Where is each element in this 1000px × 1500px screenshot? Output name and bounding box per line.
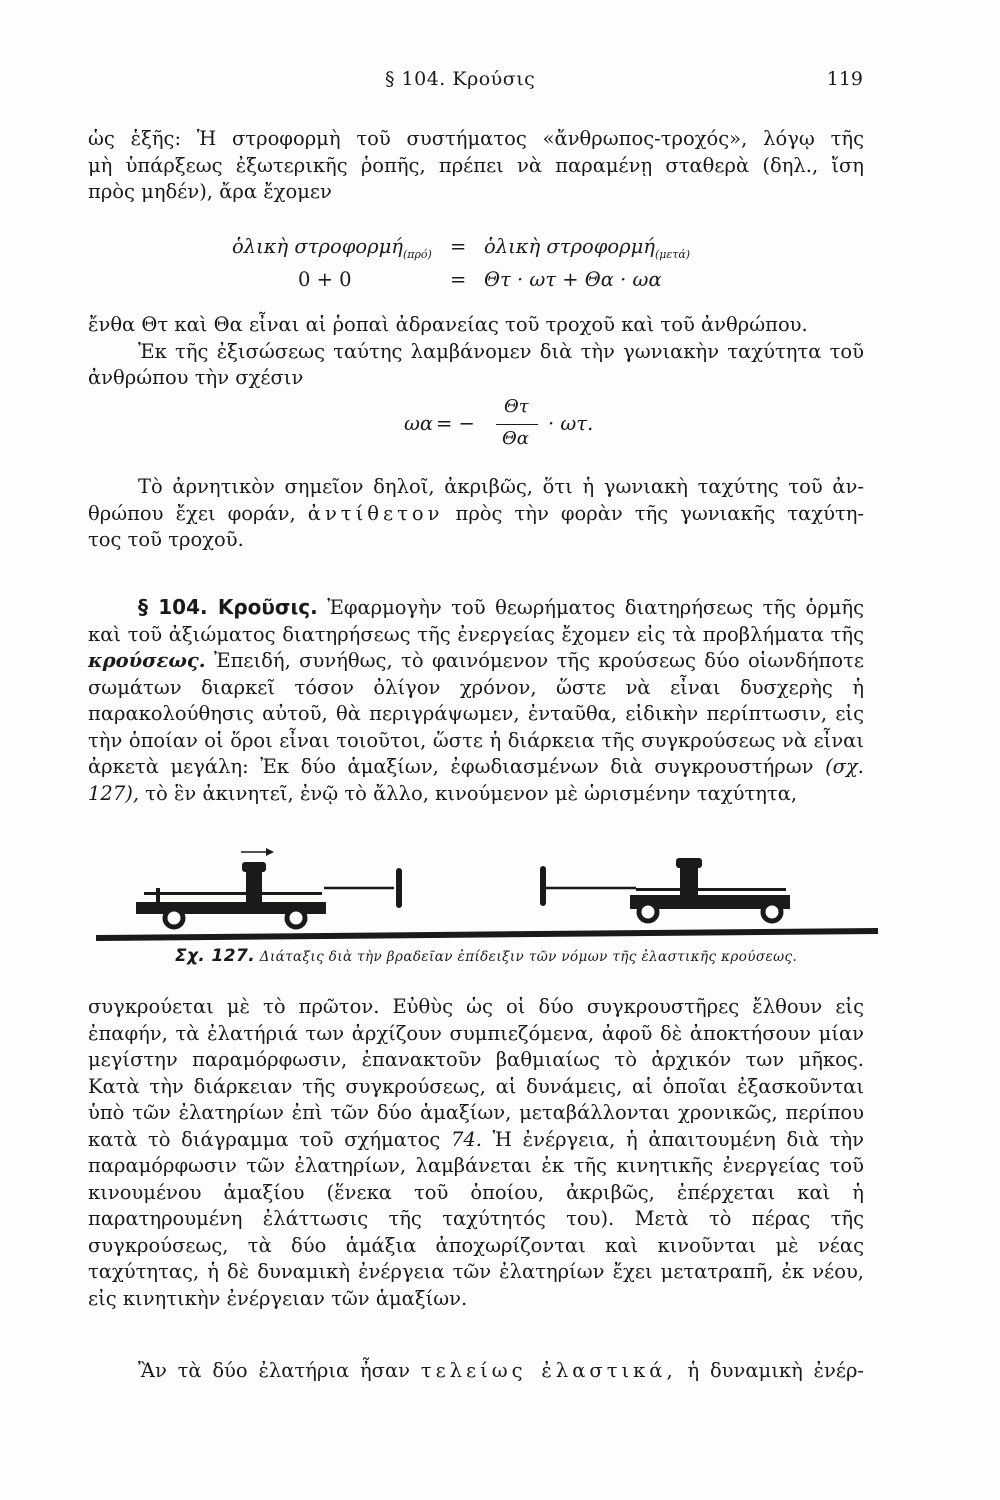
- text-span: θρώπου ἔχει φοράν,: [88, 501, 308, 525]
- emphasis-spaced: ἀντίθετον: [307, 501, 444, 525]
- eq-rhs-subscript: (μετά): [654, 247, 691, 261]
- text-span: Ἐπειδή, συνήθως, τὸ φαινόμενον τῆς κρούσεως δύο οἱωνδήποτε σωμάτων διαρκεῖ τόσον ὀλίγον χρόνον, ὥστε νὰ εἶναι δυσχερὴς ἡ παρακολούθησις αὐτοῦ, θὰ περιγράψωμεν, ἐνταῦθα, εἰδικὴν περίπτωσιν, εἰς τὴν ὁποίαν οἱ ὅροι εἶναι τοιοῦτοι, ὥστε ἡ διάρκεια τῆς συγκρούσεως νὰ εἶναι ἀρκετὰ μεγάλη: Ἐκ δύο ἁμαξίων, ἐφωδιασμένων διὰ συγκρουστήρων: [88, 649, 864, 778]
- term-collision: κρούσεως.: [88, 649, 206, 672]
- text-span: τὸ ἓν ἀκινητεῖ, ἐνῷ τὸ ἄλλο, κινούμενον μὲ ὡρισμένην ταχύτητα,: [139, 781, 798, 805]
- section-paragraph: [88, 594, 864, 807]
- equation-rhs: [484, 235, 690, 261]
- running-head: [0, 68, 1000, 98]
- paragraph-intro: [88, 126, 864, 206]
- eq-equals: =: [450, 235, 467, 258]
- eq-lhs-subscript: (πρό): [402, 247, 432, 261]
- paragraph-where: [88, 312, 864, 392]
- figure-reference: (σχ. 127),: [88, 755, 864, 805]
- text-span: πρὸς τὴν φορὰν τῆς γωνιακῆς ταχύτη-: [443, 501, 865, 525]
- caption-text: Διάταξις διὰ τὴν βραδεῖαν ἐπίδειξιν τῶν νόμων τῆς ἐλαστικῆς κρούσεως.: [255, 949, 798, 965]
- text-line: ὡς ἑξῆς: Ἡ στροφορμὴ τοῦ συστήματος «ἄνθρωπος-τροχός», λόγῳ τῆς: [88, 127, 864, 150]
- figure-127-two-carts: [96, 838, 878, 942]
- eq-lhs: ὁλικὴ στροφορμή: [232, 235, 403, 258]
- eq2-rhs: Θτ · ωτ + Θα · ωα: [484, 268, 662, 291]
- paragraph-elastic: [88, 1358, 864, 1385]
- text-span: Ἂν τὰ δύο ἐλατήρια ἦσαν: [138, 1359, 421, 1382]
- eq3-numerator: Θτ: [504, 396, 529, 417]
- text-line: Τὸ ἀρνητικὸν σημεῖον δηλοῖ, ἀκριβῶς, ὅτι ἡ γωνιακὴ ταχύτης τοῦ ἀν-: [138, 475, 864, 498]
- text-line: ἔνθα Θτ καὶ Θα εἶναι αἱ ῥοπαὶ ἀδρανείας τοῦ τροχοῦ καὶ τοῦ ἀνθρώπου.: [88, 313, 808, 336]
- text-line: μὴ ὑπάρξεως ἐξωτερικῆς ῥοπῆς, πρέπει νὰ παραμένῃ σταθερὰ (δηλ., ἴση: [88, 153, 864, 177]
- equation-angular-momentum: [232, 235, 432, 261]
- figure-reference: 74.: [450, 1127, 482, 1151]
- eq3-lhs: ωα: [404, 412, 434, 435]
- emphasis-spaced: τελείως ἐλαστικά,: [420, 1359, 677, 1382]
- text-line: Ἐκ τῆς ἐξισώσεως ταύτης λαμβάνομεν διὰ τὴν γωνιακὴν ταχύτητα τοῦ: [138, 339, 864, 363]
- text-line: πρὸς μηδέν), ἄρα ἔχομεν: [88, 180, 332, 203]
- paragraph-collision-process: [88, 994, 864, 1312]
- eq3-denominator: Θα: [502, 428, 529, 449]
- text-line: τος τοῦ τροχοῦ.: [88, 528, 244, 551]
- eq2-equals: =: [450, 268, 467, 291]
- paragraph-negative-sign: [88, 474, 864, 554]
- section-heading: § 104. Κροῦσις.: [138, 595, 318, 619]
- text-span: συγκρούεται μὲ τὸ πρῶτον. Εὐθὺς ὡς οἱ δύο συγκρουστῆρες ἔλθουν εἰς ἐπαφήν, τὰ ἐλατήριά των ἀρχίζουν συμπιεζόμενα, ἀφοῦ δὲ ἀποκτήσουν μίαν μεγίστην παραμόρφωσιν, ἐπανακτοῦν βαθμιαίως τὸ ἀρχικόν των μῆκος. Κατὰ τὴν διάρκειαν τῆς συγκρούσεως, αἱ δυνάμεις, αἱ ὁποῖαι ἐξασκοῦνται ὑπὸ τῶν ἐλατηρίων ἐπὶ τῶν δύο ἁμαξίων, μεταβάλλονται χρονικῶς, περίπου κατὰ τὸ διάγραμμα τοῦ σχήματος: [88, 995, 864, 1151]
- section-collision: [88, 594, 864, 807]
- figure-caption: [175, 946, 875, 966]
- text-line: [88, 501, 864, 528]
- two-carts-collision-icon: [96, 848, 878, 941]
- body-paragraph: [88, 994, 864, 1312]
- eq-rhs: ὁλικὴ στροφορμή: [484, 235, 655, 258]
- body-paragraph: [88, 1358, 864, 1385]
- eq2-lhs: 0 + 0: [298, 268, 352, 291]
- running-title: § 104. Κρούσις: [385, 68, 536, 90]
- eq3-equals-minus: = −: [436, 412, 475, 435]
- text-span: ἡ δυναμικὴ ἐνέρ-: [676, 1359, 865, 1382]
- text-span: Ἐφαρμογὴν τοῦ θεωρήματος διατηρήσεως τῆς ὁρμῆς καὶ τοῦ ἀξιώματος διατηρήσεως τῆς ἐνεργείας ἔχομεν εἰς τὰ προβλήματα τῆς: [88, 596, 865, 646]
- figure-label: Σχ. 127.: [175, 946, 256, 966]
- fraction-bar: [496, 424, 538, 425]
- page-number: 119: [826, 68, 863, 90]
- text-line: ἀνθρώπου τὴν σχέσιν: [88, 366, 304, 389]
- eq3-tail: · ωτ.: [548, 412, 594, 435]
- text-span: Ἡ ἐνέργεια, ἡ ἀπαιτουμένη διὰ τὴν παραμόρφωσιν τῶν ἐλατηρίων, λαμβάνεται ἐκ τῆς κινητικῆς ἐνεργείας τοῦ κινουμένου ἁμαξίου (ἕνεκα τοῦ ὁποίου, ἀκριβῶς, ἐπέρχεται καὶ ἡ παρατηρουμένη ἐλάττωσις τῆς ταχύτητός του). Μετὰ τὸ πέρας τῆς συγκρούσεως, τὰ δύο ἁμάξια ἀποχωρίζονται καὶ κινοῦνται μὲ νέας ταχύτητας, ἡ δὲ δυναμικὴ ἐνέργεια τῶν ἐλατηρίων ἔχει μετατραπῆ, ἐκ νέου, εἰς κινητικὴν ἐνέργειαν τῶν ἁμαξίων.: [88, 1127, 865, 1310]
